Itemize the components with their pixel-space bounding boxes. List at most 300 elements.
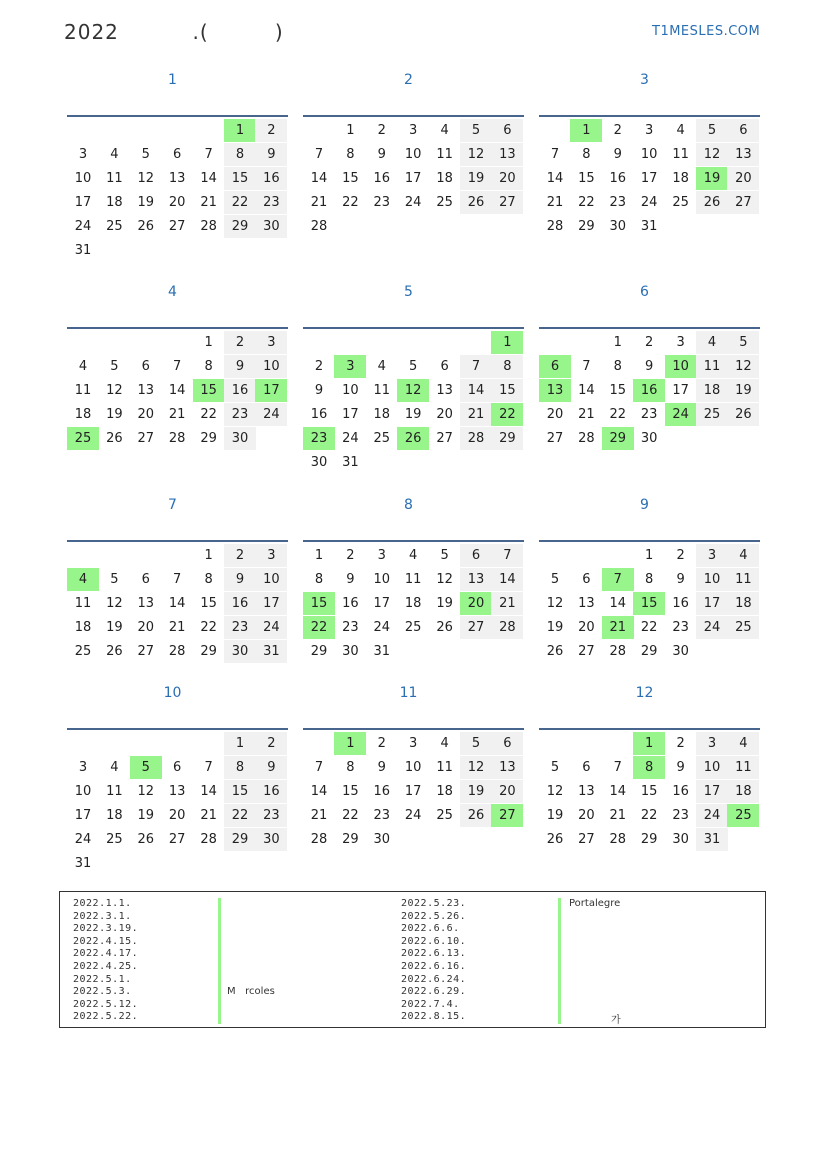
month-title: 8 <box>404 497 413 513</box>
day-cell: 26 <box>546 643 564 659</box>
day-cell: 21 <box>168 406 186 422</box>
day-cell: 27 <box>727 191 759 214</box>
day-cell: 13 <box>436 382 453 398</box>
day-cell: 18 <box>436 783 453 799</box>
day-cell: 20 <box>436 406 453 422</box>
day-cell: 30 <box>255 828 287 851</box>
day-cell: 20 <box>578 807 595 823</box>
day-cell: 9 <box>645 358 654 374</box>
day-cell: 12 <box>460 143 492 166</box>
day-cell: 7 <box>204 759 213 775</box>
day-cell: 27 <box>491 191 523 214</box>
day-cell: 31 <box>74 855 92 871</box>
day-cell: 10 <box>665 355 697 378</box>
day-cell: 10 <box>696 756 728 779</box>
day-cell: 31 <box>342 454 359 470</box>
day-cell: 21 <box>200 194 217 210</box>
day-cell: 29 <box>310 643 328 659</box>
day-cell: 29 <box>200 430 217 446</box>
day-cell: 4 <box>696 331 728 354</box>
day-cell: 21 <box>602 616 634 639</box>
day-cell: 16 <box>373 783 391 799</box>
month-title: 5 <box>404 284 413 300</box>
day-cell: 8 <box>491 355 523 378</box>
day-cell: 23 <box>609 194 627 210</box>
day-cell: 22 <box>640 619 658 635</box>
day-cell: 10 <box>74 783 92 799</box>
legend-date: 2022.6.6. <box>401 923 460 935</box>
day-cell: 3 <box>409 736 418 751</box>
day-cell: 8 <box>204 571 213 587</box>
day-cell: 25 <box>106 218 123 234</box>
day-cell: 16 <box>255 780 287 803</box>
day-cell: 25 <box>727 616 759 639</box>
day-cell: 19 <box>460 780 492 803</box>
day-cell: 23 <box>672 807 689 823</box>
legend-date: 2022.5.1. <box>73 973 132 985</box>
day-cell: 2 <box>224 331 256 354</box>
day-cell: 24 <box>696 616 728 639</box>
day-cell: 1 <box>204 335 213 350</box>
day-cell: 18 <box>106 194 123 210</box>
month-rule <box>67 327 288 329</box>
day-cell: 11 <box>74 382 92 398</box>
day-cell: 20 <box>168 194 186 210</box>
day-cell: 12 <box>727 355 759 378</box>
legend-right-dates <box>401 898 466 1024</box>
day-cell: 28 <box>310 831 328 847</box>
day-cell: 8 <box>346 759 355 775</box>
day-cell: 17 <box>696 780 728 803</box>
day-cell: 27 <box>168 218 186 234</box>
day-cell: 4 <box>110 759 119 775</box>
month-title: 11 <box>399 685 418 701</box>
month-rule <box>67 728 288 730</box>
day-cell: 19 <box>696 167 728 190</box>
legend-right-bar <box>558 898 561 1024</box>
day-cell: 24 <box>696 804 728 827</box>
day-cell: 1 <box>645 548 654 563</box>
day-cell: 3 <box>255 331 287 354</box>
day-cell: 7 <box>550 146 560 162</box>
day-cell: 22 <box>640 807 658 823</box>
legend-left-bar <box>218 898 221 1024</box>
day-cell: 15 <box>303 592 335 615</box>
day-cell: 27 <box>137 430 155 446</box>
day-cell: 23 <box>373 807 391 823</box>
day-cell: 16 <box>672 783 689 799</box>
legend-left-dates <box>73 898 138 1024</box>
legend-right-note-top: Portalegre <box>569 898 621 909</box>
month-rule <box>303 540 524 542</box>
legend-date: 2022.3.1. <box>73 910 132 922</box>
day-cell: 16 <box>672 595 689 611</box>
day-cell: 13 <box>727 143 759 166</box>
day-cell: 25 <box>404 619 422 635</box>
day-cell: 27 <box>460 616 492 639</box>
day-cell: 4 <box>377 358 386 374</box>
day-cell: 5 <box>460 119 492 142</box>
day-cell: 23 <box>255 804 287 827</box>
day-cell: 13 <box>578 595 595 611</box>
day-cell: 7 <box>491 544 523 567</box>
day-cell: 11 <box>727 756 759 779</box>
day-cell: 22 <box>342 194 359 210</box>
day-cell: 29 <box>200 643 217 659</box>
day-cell: 21 <box>546 194 564 210</box>
day-cell: 3 <box>377 548 386 563</box>
day-cell: 12 <box>106 595 123 611</box>
day-cell: 11 <box>672 146 689 162</box>
day-cell: 23 <box>303 427 335 450</box>
day-cell: 6 <box>141 358 150 374</box>
day-cell: 25 <box>373 430 391 446</box>
day-cell: 27 <box>546 430 564 446</box>
day-cell: 22 <box>200 406 217 422</box>
month-title: 7 <box>168 497 177 513</box>
day-cell: 20 <box>546 406 564 422</box>
day-cell: 19 <box>460 167 492 190</box>
day-cell: 6 <box>460 544 492 567</box>
day-cell: 7 <box>602 568 634 591</box>
day-cell: 13 <box>137 595 155 611</box>
day-cell: 14 <box>609 595 627 611</box>
day-cell: 25 <box>436 807 453 823</box>
day-cell: 18 <box>404 595 422 611</box>
day-cell: 26 <box>436 619 453 635</box>
day-cell: 14 <box>546 170 564 186</box>
day-cell: 26 <box>137 831 155 847</box>
day-cell: 30 <box>373 831 391 847</box>
day-cell: 9 <box>346 571 355 587</box>
day-cell: 14 <box>609 783 627 799</box>
day-cell: 17 <box>74 807 92 823</box>
day-cell: 23 <box>342 619 359 635</box>
month-title: 2 <box>404 72 413 88</box>
day-cell: 28 <box>609 643 627 659</box>
day-cell: 8 <box>582 146 591 162</box>
day-cell: 27 <box>137 643 155 659</box>
day-cell: 9 <box>255 143 287 166</box>
day-cell: 21 <box>578 406 595 422</box>
day-cell: 1 <box>613 335 622 350</box>
day-cell: 16 <box>224 592 256 615</box>
legend-date: 2022.7.4. <box>401 998 460 1010</box>
day-cell: 11 <box>106 783 123 799</box>
day-cell: 17 <box>640 170 658 186</box>
day-cell: 6 <box>440 358 449 374</box>
day-cell: 27 <box>436 430 453 446</box>
day-cell: 28 <box>200 218 217 234</box>
day-cell: 6 <box>727 119 759 142</box>
day-cell: 5 <box>460 732 492 755</box>
day-cell: 22 <box>578 194 595 210</box>
day-cell: 30 <box>609 218 627 234</box>
page-title: 2022 .( ) <box>64 20 284 44</box>
day-cell: 4 <box>727 544 759 567</box>
day-cell: 1 <box>224 732 256 755</box>
day-cell: 29 <box>342 831 359 847</box>
day-cell: 16 <box>373 170 391 186</box>
day-cell: 15 <box>200 595 217 611</box>
day-cell: 22 <box>609 406 627 422</box>
day-cell: 5 <box>550 571 560 587</box>
day-cell: 11 <box>436 146 453 162</box>
day-cell: 16 <box>342 595 359 611</box>
day-cell: 24 <box>640 194 658 210</box>
site-logo[interactable]: T1MESLES.COM <box>652 24 761 39</box>
day-cell: 1 <box>314 548 324 563</box>
day-cell: 6 <box>582 571 591 587</box>
day-cell: 13 <box>168 170 186 186</box>
day-cell: 28 <box>578 430 595 446</box>
day-cell: 11 <box>727 568 759 591</box>
day-cell: 2 <box>255 119 287 142</box>
day-cell: 29 <box>224 215 256 238</box>
day-cell: 26 <box>546 831 564 847</box>
day-cell: 31 <box>74 242 92 258</box>
day-cell: 12 <box>137 783 155 799</box>
month-rule <box>539 115 760 117</box>
day-cell: 6 <box>173 146 182 162</box>
day-cell: 24 <box>404 194 422 210</box>
day-cell: 4 <box>440 123 449 138</box>
month-rule <box>67 540 288 542</box>
day-cell: 22 <box>200 619 217 635</box>
day-cell: 23 <box>373 194 391 210</box>
day-cell: 12 <box>460 756 492 779</box>
day-cell: 3 <box>696 732 728 755</box>
day-cell: 20 <box>137 619 155 635</box>
day-cell: 12 <box>137 170 155 186</box>
day-cell: 3 <box>78 146 88 162</box>
day-cell: 1 <box>491 331 523 354</box>
day-cell: 16 <box>609 170 627 186</box>
day-cell: 17 <box>696 592 728 615</box>
day-cell: 4 <box>676 123 685 138</box>
day-cell: 15 <box>633 592 665 615</box>
day-cell: 21 <box>491 592 523 615</box>
day-cell: 14 <box>310 783 328 799</box>
day-cell: 4 <box>67 568 99 591</box>
day-cell: 19 <box>436 595 453 611</box>
legend-date: 2022.6.13. <box>401 948 467 960</box>
legend-date: 2022.3.19. <box>73 923 139 935</box>
day-cell: 20 <box>491 167 523 190</box>
day-cell: 15 <box>342 783 359 799</box>
day-cell: 12 <box>546 783 564 799</box>
day-cell: 6 <box>491 732 523 755</box>
day-cell: 24 <box>255 616 287 639</box>
day-cell: 2 <box>314 358 324 374</box>
day-cell: 26 <box>397 427 429 450</box>
day-cell: 9 <box>676 571 685 587</box>
day-cell: 15 <box>224 780 256 803</box>
day-cell: 22 <box>224 191 256 214</box>
day-cell: 8 <box>224 756 256 779</box>
day-cell: 12 <box>106 382 123 398</box>
day-cell: 9 <box>314 382 324 398</box>
day-cell: 12 <box>397 379 429 402</box>
day-cell: 19 <box>404 406 422 422</box>
day-cell: 7 <box>613 759 622 775</box>
day-cell: 25 <box>696 403 728 426</box>
day-cell: 6 <box>539 355 571 378</box>
day-cell: 20 <box>137 406 155 422</box>
day-cell: 8 <box>314 571 324 587</box>
day-cell: 13 <box>491 756 523 779</box>
day-cell: 17 <box>342 406 359 422</box>
day-cell: 18 <box>436 170 453 186</box>
day-cell: 25 <box>67 427 99 450</box>
day-cell: 10 <box>74 170 92 186</box>
day-cell: 21 <box>460 403 492 426</box>
day-cell: 10 <box>255 568 287 591</box>
day-cell: 14 <box>310 170 328 186</box>
day-cell: 20 <box>491 780 523 803</box>
day-cell: 11 <box>436 759 453 775</box>
day-cell: 25 <box>727 804 759 827</box>
legend-date: 2022.5.23. <box>401 898 467 909</box>
day-cell: 7 <box>173 571 182 587</box>
day-cell: 8 <box>645 571 654 587</box>
day-cell: 1 <box>224 119 256 142</box>
day-cell: 1 <box>570 119 602 142</box>
day-cell: 3 <box>645 123 654 138</box>
day-cell: 18 <box>696 379 728 402</box>
day-cell: 5 <box>110 358 119 374</box>
day-cell: 7 <box>314 146 324 162</box>
day-cell: 10 <box>373 571 391 587</box>
day-cell: 12 <box>546 595 564 611</box>
day-cell: 1 <box>204 548 213 563</box>
day-cell: 7 <box>582 358 591 374</box>
month-title: 4 <box>168 284 177 300</box>
day-cell: 31 <box>373 643 391 659</box>
month-rule <box>539 540 760 542</box>
day-cell: 30 <box>224 640 256 663</box>
day-cell: 26 <box>696 191 728 214</box>
day-cell: 27 <box>491 804 523 827</box>
day-cell: 9 <box>676 759 685 775</box>
day-cell: 26 <box>106 643 123 659</box>
day-cell: 20 <box>578 619 595 635</box>
day-cell: 5 <box>727 331 759 354</box>
day-cell: 25 <box>106 831 123 847</box>
day-cell: 10 <box>342 382 359 398</box>
day-cell: 27 <box>578 643 595 659</box>
day-cell: 13 <box>578 783 595 799</box>
day-cell: 26 <box>727 403 759 426</box>
legend-date: 2022.6.16. <box>401 960 467 972</box>
day-cell: 16 <box>224 379 256 402</box>
day-cell: 19 <box>546 619 564 635</box>
day-cell: 18 <box>106 807 123 823</box>
day-cell: 23 <box>640 406 658 422</box>
day-cell: 6 <box>141 571 150 587</box>
day-cell: 9 <box>224 355 256 378</box>
day-cell: 17 <box>255 592 287 615</box>
legend-date: 2022.1.1. <box>73 898 132 909</box>
day-cell: 2 <box>676 548 685 563</box>
day-cell: 3 <box>676 335 685 350</box>
day-cell: 17 <box>404 170 422 186</box>
day-cell: 21 <box>609 807 627 823</box>
day-cell: 2 <box>676 736 685 751</box>
day-cell: 17 <box>672 382 689 398</box>
day-cell: 24 <box>255 403 287 426</box>
day-cell: 26 <box>137 218 155 234</box>
legend-left-note: M rcoles <box>227 986 275 997</box>
day-cell: 30 <box>310 454 328 470</box>
day-cell: 11 <box>404 571 422 587</box>
day-cell: 24 <box>342 430 359 446</box>
day-cell: 14 <box>491 568 523 591</box>
day-cell: 5 <box>130 756 162 779</box>
day-cell: 25 <box>74 643 92 659</box>
day-cell: 3 <box>409 123 418 138</box>
day-cell: 5 <box>696 119 728 142</box>
day-cell: 23 <box>224 616 256 639</box>
day-cell: 13 <box>460 568 492 591</box>
day-cell: 9 <box>255 756 287 779</box>
day-cell: 25 <box>672 194 689 210</box>
day-cell: 20 <box>727 167 759 190</box>
day-cell: 19 <box>137 194 155 210</box>
day-cell: 4 <box>110 146 119 162</box>
day-cell: 28 <box>609 831 627 847</box>
day-cell: 2 <box>346 548 355 563</box>
day-cell: 23 <box>255 191 287 214</box>
day-cell: 31 <box>255 640 287 663</box>
day-cell: 30 <box>224 427 256 450</box>
day-cell: 21 <box>310 194 328 210</box>
day-cell: 6 <box>491 119 523 142</box>
day-cell: 4 <box>727 732 759 755</box>
day-cell: 13 <box>137 382 155 398</box>
day-cell: 29 <box>640 831 658 847</box>
day-cell: 12 <box>696 143 728 166</box>
day-cell: 5 <box>141 146 150 162</box>
day-cell: 4 <box>409 548 418 563</box>
month-rule <box>303 115 524 117</box>
day-cell: 23 <box>672 619 689 635</box>
day-cell: 10 <box>696 568 728 591</box>
day-cell: 9 <box>377 146 386 162</box>
day-cell: 5 <box>409 358 418 374</box>
day-cell: 19 <box>727 379 759 402</box>
day-cell: 18 <box>727 592 759 615</box>
day-cell: 28 <box>491 616 523 639</box>
month-title: 1 <box>168 72 177 88</box>
day-cell: 29 <box>224 828 256 851</box>
day-cell: 17 <box>404 783 422 799</box>
day-cell: 2 <box>224 544 256 567</box>
legend-right-note-bottom: 가 <box>611 1015 621 1026</box>
day-cell: 5 <box>440 548 449 563</box>
holiday-legend <box>59 891 766 1028</box>
day-cell: 2 <box>255 732 287 755</box>
day-cell: 11 <box>696 355 728 378</box>
day-cell: 2 <box>377 736 386 751</box>
day-cell: 15 <box>193 379 225 402</box>
month-rule <box>303 327 524 329</box>
day-cell: 29 <box>578 218 595 234</box>
day-cell: 30 <box>640 430 658 446</box>
day-cell: 21 <box>200 807 217 823</box>
day-cell: 5 <box>110 571 119 587</box>
day-cell: 23 <box>224 403 256 426</box>
